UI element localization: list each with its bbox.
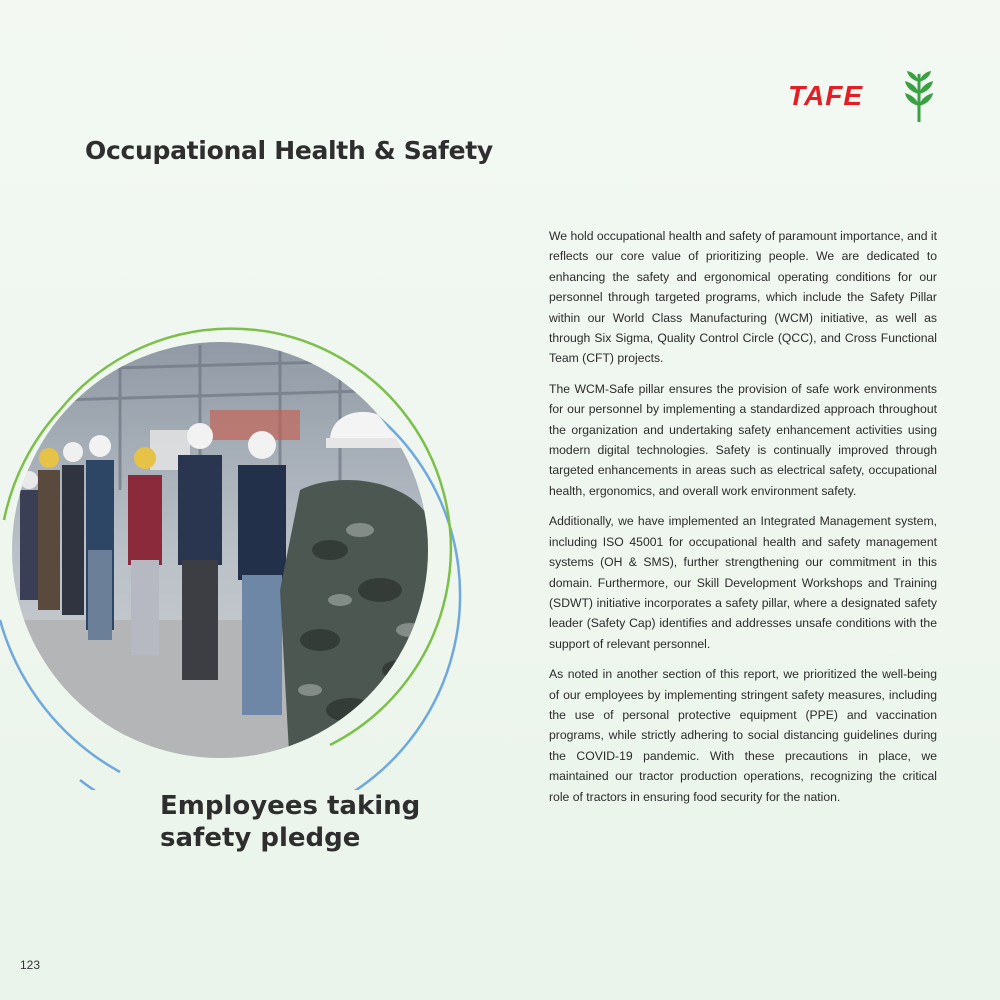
caption-line-2: safety pledge bbox=[160, 823, 361, 853]
group-photo-icon bbox=[0, 290, 490, 790]
photo-section bbox=[0, 290, 490, 790]
leaf-icon bbox=[902, 68, 936, 124]
logo-wordmark: TAFE bbox=[788, 80, 864, 111]
caption-line-1: Employees taking bbox=[160, 791, 421, 821]
paragraph-1: We hold occupational health and safety of paramount importance, and it reflects our core value of prioritizing people. We are dedicated to enhancing the safety and ergonomical operating conditions for our personnel through targeted programs, which include the Safety Pillar within our World Class Manufacturing (WCM) initiative, as well as through Six Sigma, Quality Control Circle (QCC), and Cross Functional Team (CFT) projects. bbox=[549, 229, 937, 366]
photo-caption bbox=[160, 790, 440, 854]
page-title: Occupational Health & Safety bbox=[85, 136, 493, 165]
page-number: 123 bbox=[20, 958, 41, 972]
body-text bbox=[549, 226, 937, 817]
tafe-logo bbox=[788, 68, 948, 128]
paragraph-3: Additionally, we have implemented an Integrated Management system, including ISO 45001 for occupational health and safety management systems (OH & SMS), further strengthening our commitment in this domain. Furthermore, our Skill Development Workshops and Training (SDWT) initiative incorporates a safety pillar, where a designated safety leader (Safety Cap) identifies and addresses unsafe conditions with the support of relevant personnel. bbox=[549, 514, 937, 651]
paragraph-4: As noted in another section of this report, we prioritized the well-being of our employees by implementing stringent safety measures, including the use of personal protective equipment (PPE) and vaccination programs, while strictly adhering to social distancing guidelines during the COVID-19 pandemic. With these precautions in place, we maintained our tractor production operations, recognizing the critical role of tractors in ensuring food security for the nation. bbox=[549, 667, 937, 804]
paragraph-2: The WCM-Safe pillar ensures the provision of safe work environments for our personnel by implementing a standardized approach throughout the organization and undertaking safety enhancement activities using modern digital technologies. Safety is continually improved through targeted enhancements in areas such as electrical safety, occupational health, ergonomics, and overall work environment safety. bbox=[549, 381, 937, 498]
